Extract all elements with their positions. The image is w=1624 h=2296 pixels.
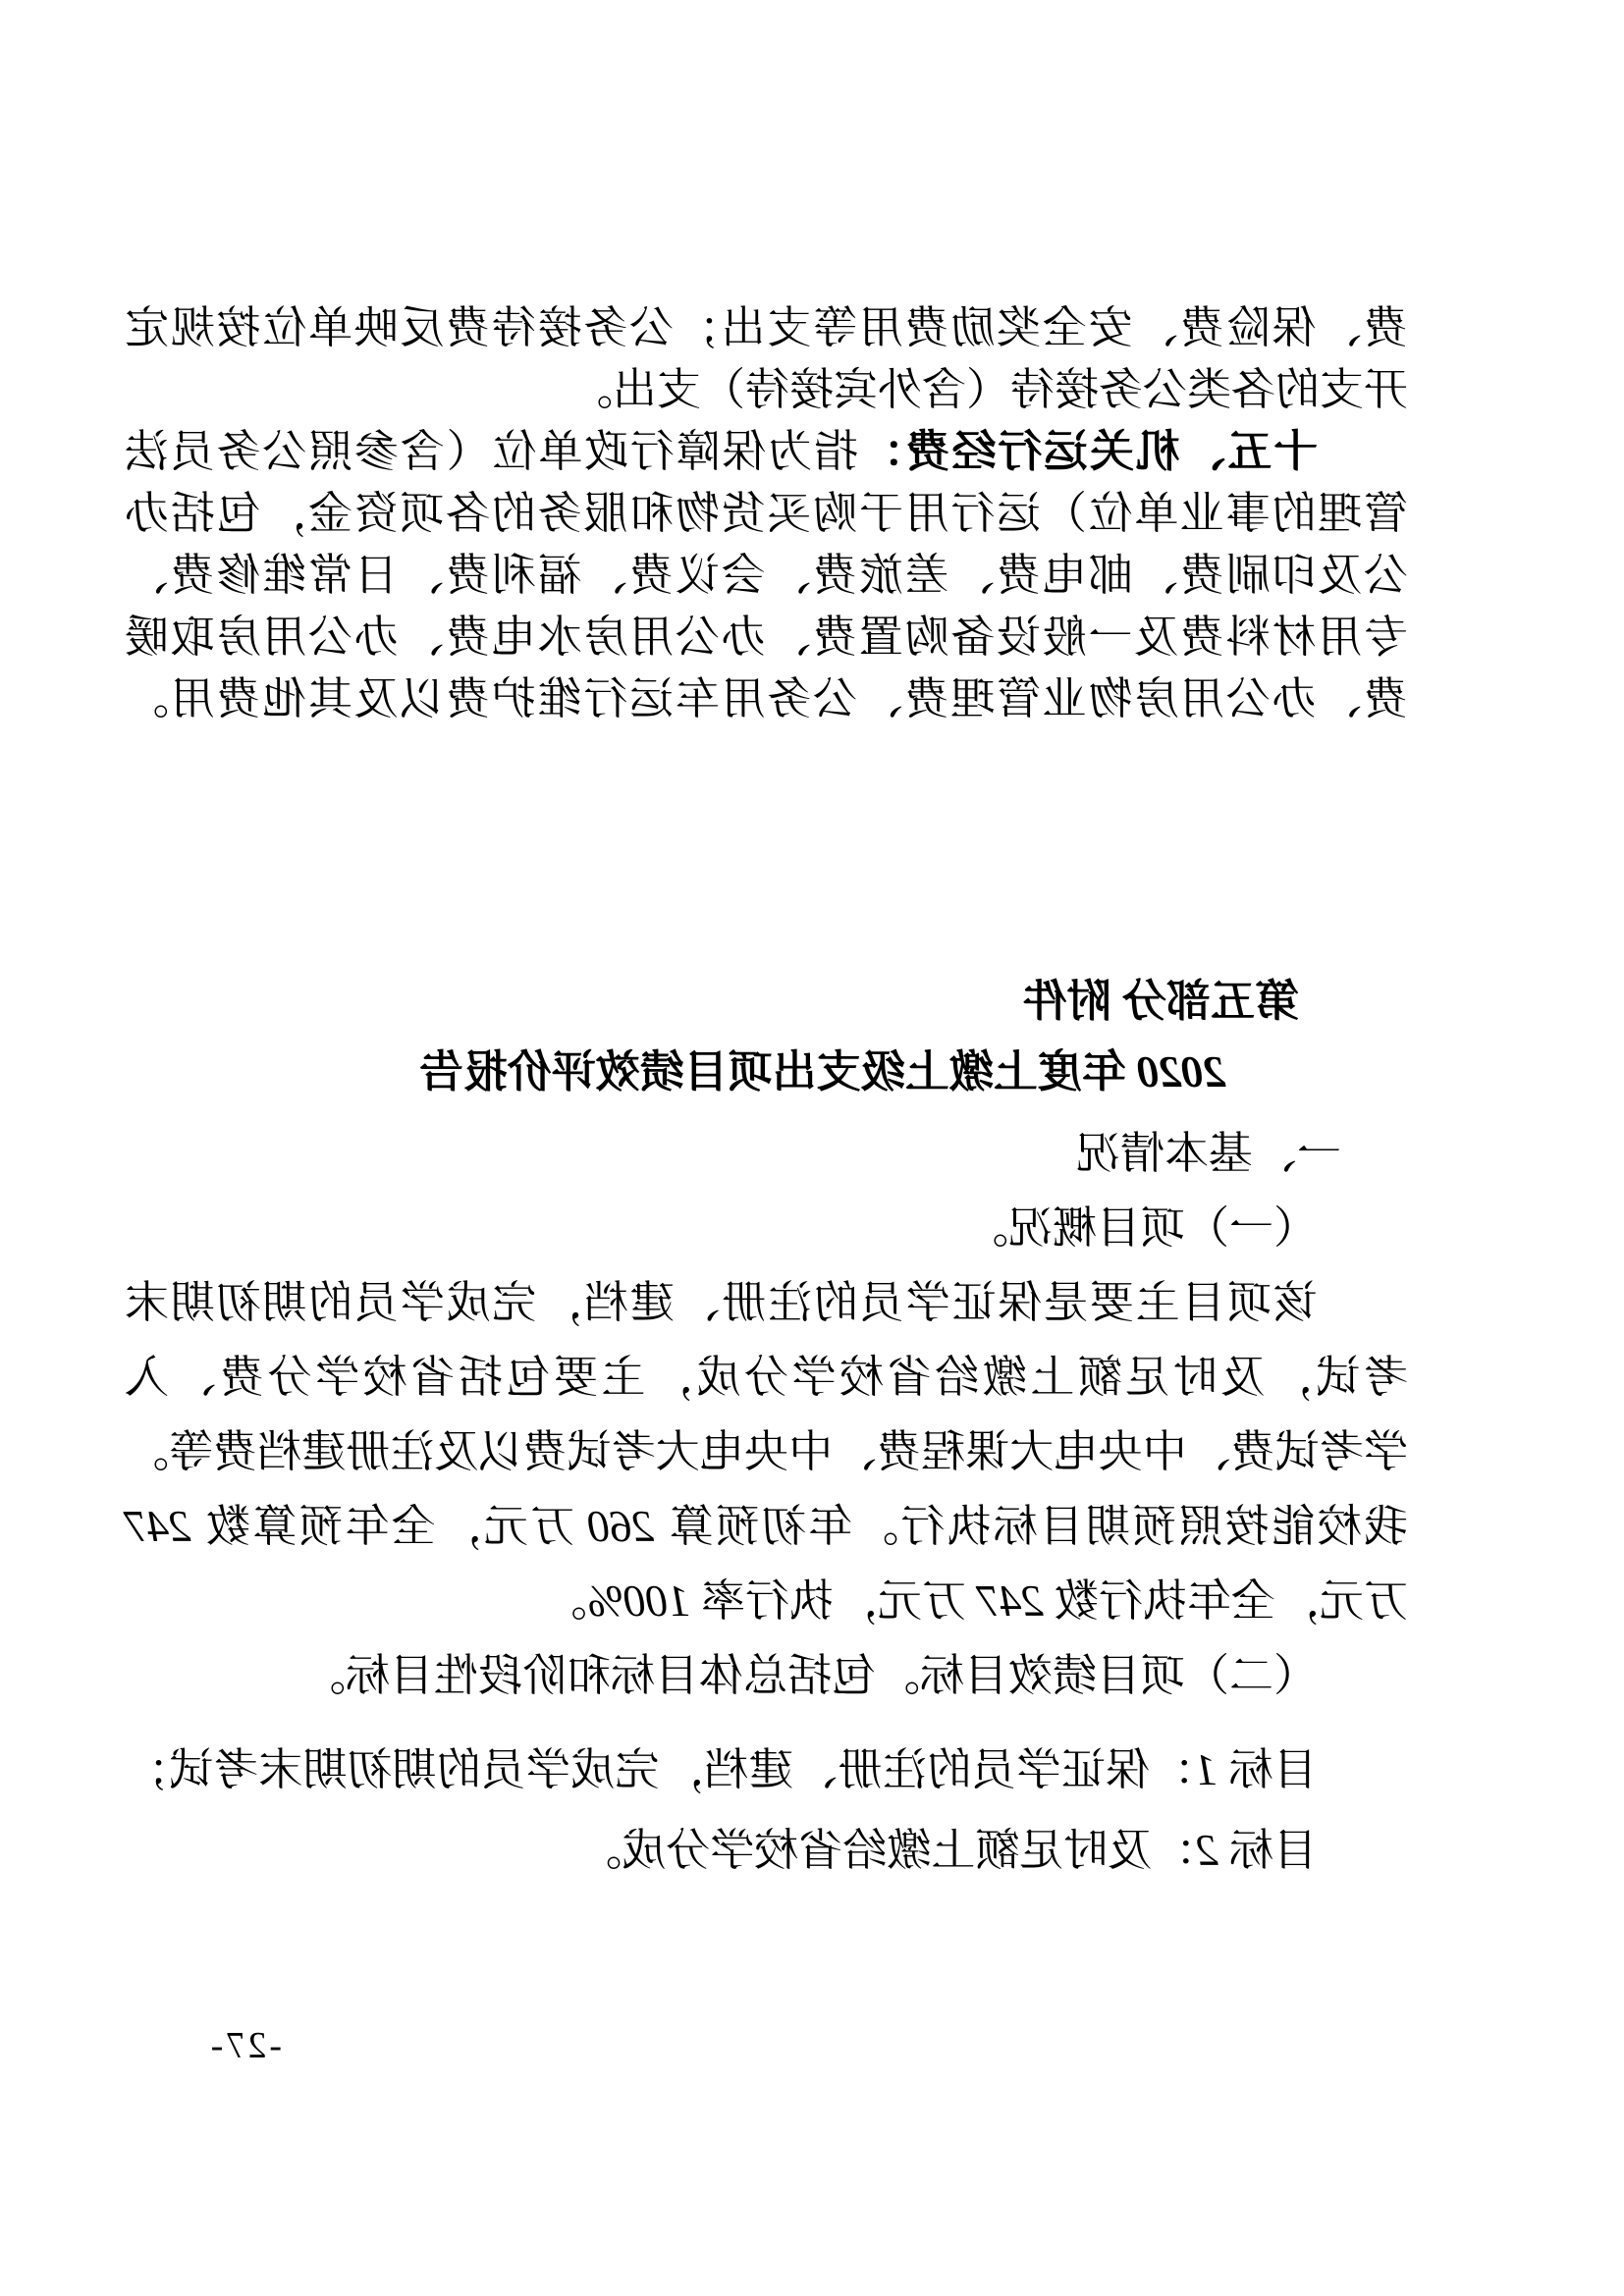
execution-amount: 247 (977, 1576, 1044, 1626)
doc-line (125, 297, 1408, 359)
line-text: 万元，全年执行数 (1043, 1576, 1408, 1626)
doc-line (125, 1340, 1408, 1415)
doc-line (125, 1415, 1408, 1489)
term-lead-bold: 十五、机关运行经费： (858, 427, 1318, 476)
subsection-performance-goals (125, 1638, 1408, 1713)
report-title-year: 2020 (1137, 1047, 1225, 1096)
goal-2-line (125, 1813, 1408, 1888)
heading-text: 第五部分 附件 (1022, 977, 1299, 1026)
doc-line (125, 1265, 1408, 1340)
line-text: 管理的事业单位）运行用于购买货物和服务的各项资金，包括办 (125, 489, 1408, 538)
line-text: 考试，及时足额上缴给省校学分成，主要包括省校学分费、入 (125, 1353, 1408, 1402)
line-text: 万元，全年预算数 (190, 1502, 588, 1551)
report-body (125, 1116, 1408, 1888)
line-text: 费、保险费、安全奖励费用等支出；公务接待费反映单位按规定 (125, 303, 1408, 352)
doc-line (125, 668, 1408, 730)
line-text: 该项目主要是保证学员的注册、建档，完成学员的期初期末 (125, 1278, 1318, 1327)
doc-line (125, 607, 1408, 668)
line-text: 我校能按照预期目标执行。年初预算 (654, 1502, 1408, 1551)
line-text: ：及时足额上缴给省校学分成。 (577, 1826, 1197, 1875)
doc-line (125, 359, 1408, 421)
line-text: 目标 (1217, 1745, 1318, 1794)
report-title-text: 年度上缴上级支出项目绩效评价报告 (418, 1047, 1137, 1096)
goal-1-line (125, 1733, 1408, 1807)
part5-section-heading (125, 967, 1299, 1036)
page-number: -27- (207, 2025, 282, 2066)
line-text: ：保证学员的注册、建档，完成学员的期初期末考试； (125, 1745, 1195, 1794)
subsection-project-overview (125, 1191, 1408, 1265)
doc-line (125, 483, 1408, 545)
doc-line (125, 1564, 1408, 1638)
execution-rate: 100% (586, 1576, 690, 1626)
heading-text: 一、基本情况 (1075, 1129, 1341, 1178)
goal-2-number: 2 (1196, 1826, 1218, 1875)
budget-initial-amount: 260 (587, 1502, 655, 1551)
report-title (125, 1038, 1225, 1106)
doc-line (125, 545, 1408, 607)
paragraph-fees-continuation (125, 297, 1408, 730)
document-text-block (125, 0, 1408, 1888)
goal-1-number: 1 (1195, 1745, 1218, 1794)
line-text: 专用材料费及一般设备购置费、办公用房水电费、办公用房取暖 (125, 613, 1408, 662)
heading-text: （一）项目概况。 (963, 1203, 1318, 1253)
line-text: 指为保障行政单位（含参照公务员法 (125, 427, 858, 476)
line-text: 学考试费、中央电大课程费、中央电大考试费以及注册建档费等。 (125, 1427, 1408, 1476)
line-text: 。 (542, 1576, 587, 1626)
line-text: 费、办公用房物业管理费、公务用车运行维护费以及其他费用。 (125, 674, 1408, 723)
line-text: 目标 (1218, 1826, 1318, 1875)
doc-line (125, 421, 1408, 483)
line-text: 万元，执行率 (689, 1576, 978, 1626)
budget-yearly-amount: 247 (125, 1502, 191, 1551)
line-text: 公及印刷费、邮电费、差旅费、会议费、福利费、日常维修费、 (125, 551, 1408, 600)
section-heading-basic-info (125, 1116, 1408, 1191)
line-text: 开支的各类公务接待（含外宾接待）支出。 (568, 365, 1408, 414)
doc-line (125, 1489, 1408, 1564)
heading-text: （二）项目绩效目标。包括总体目标和阶段性目标。 (300, 1651, 1318, 1700)
